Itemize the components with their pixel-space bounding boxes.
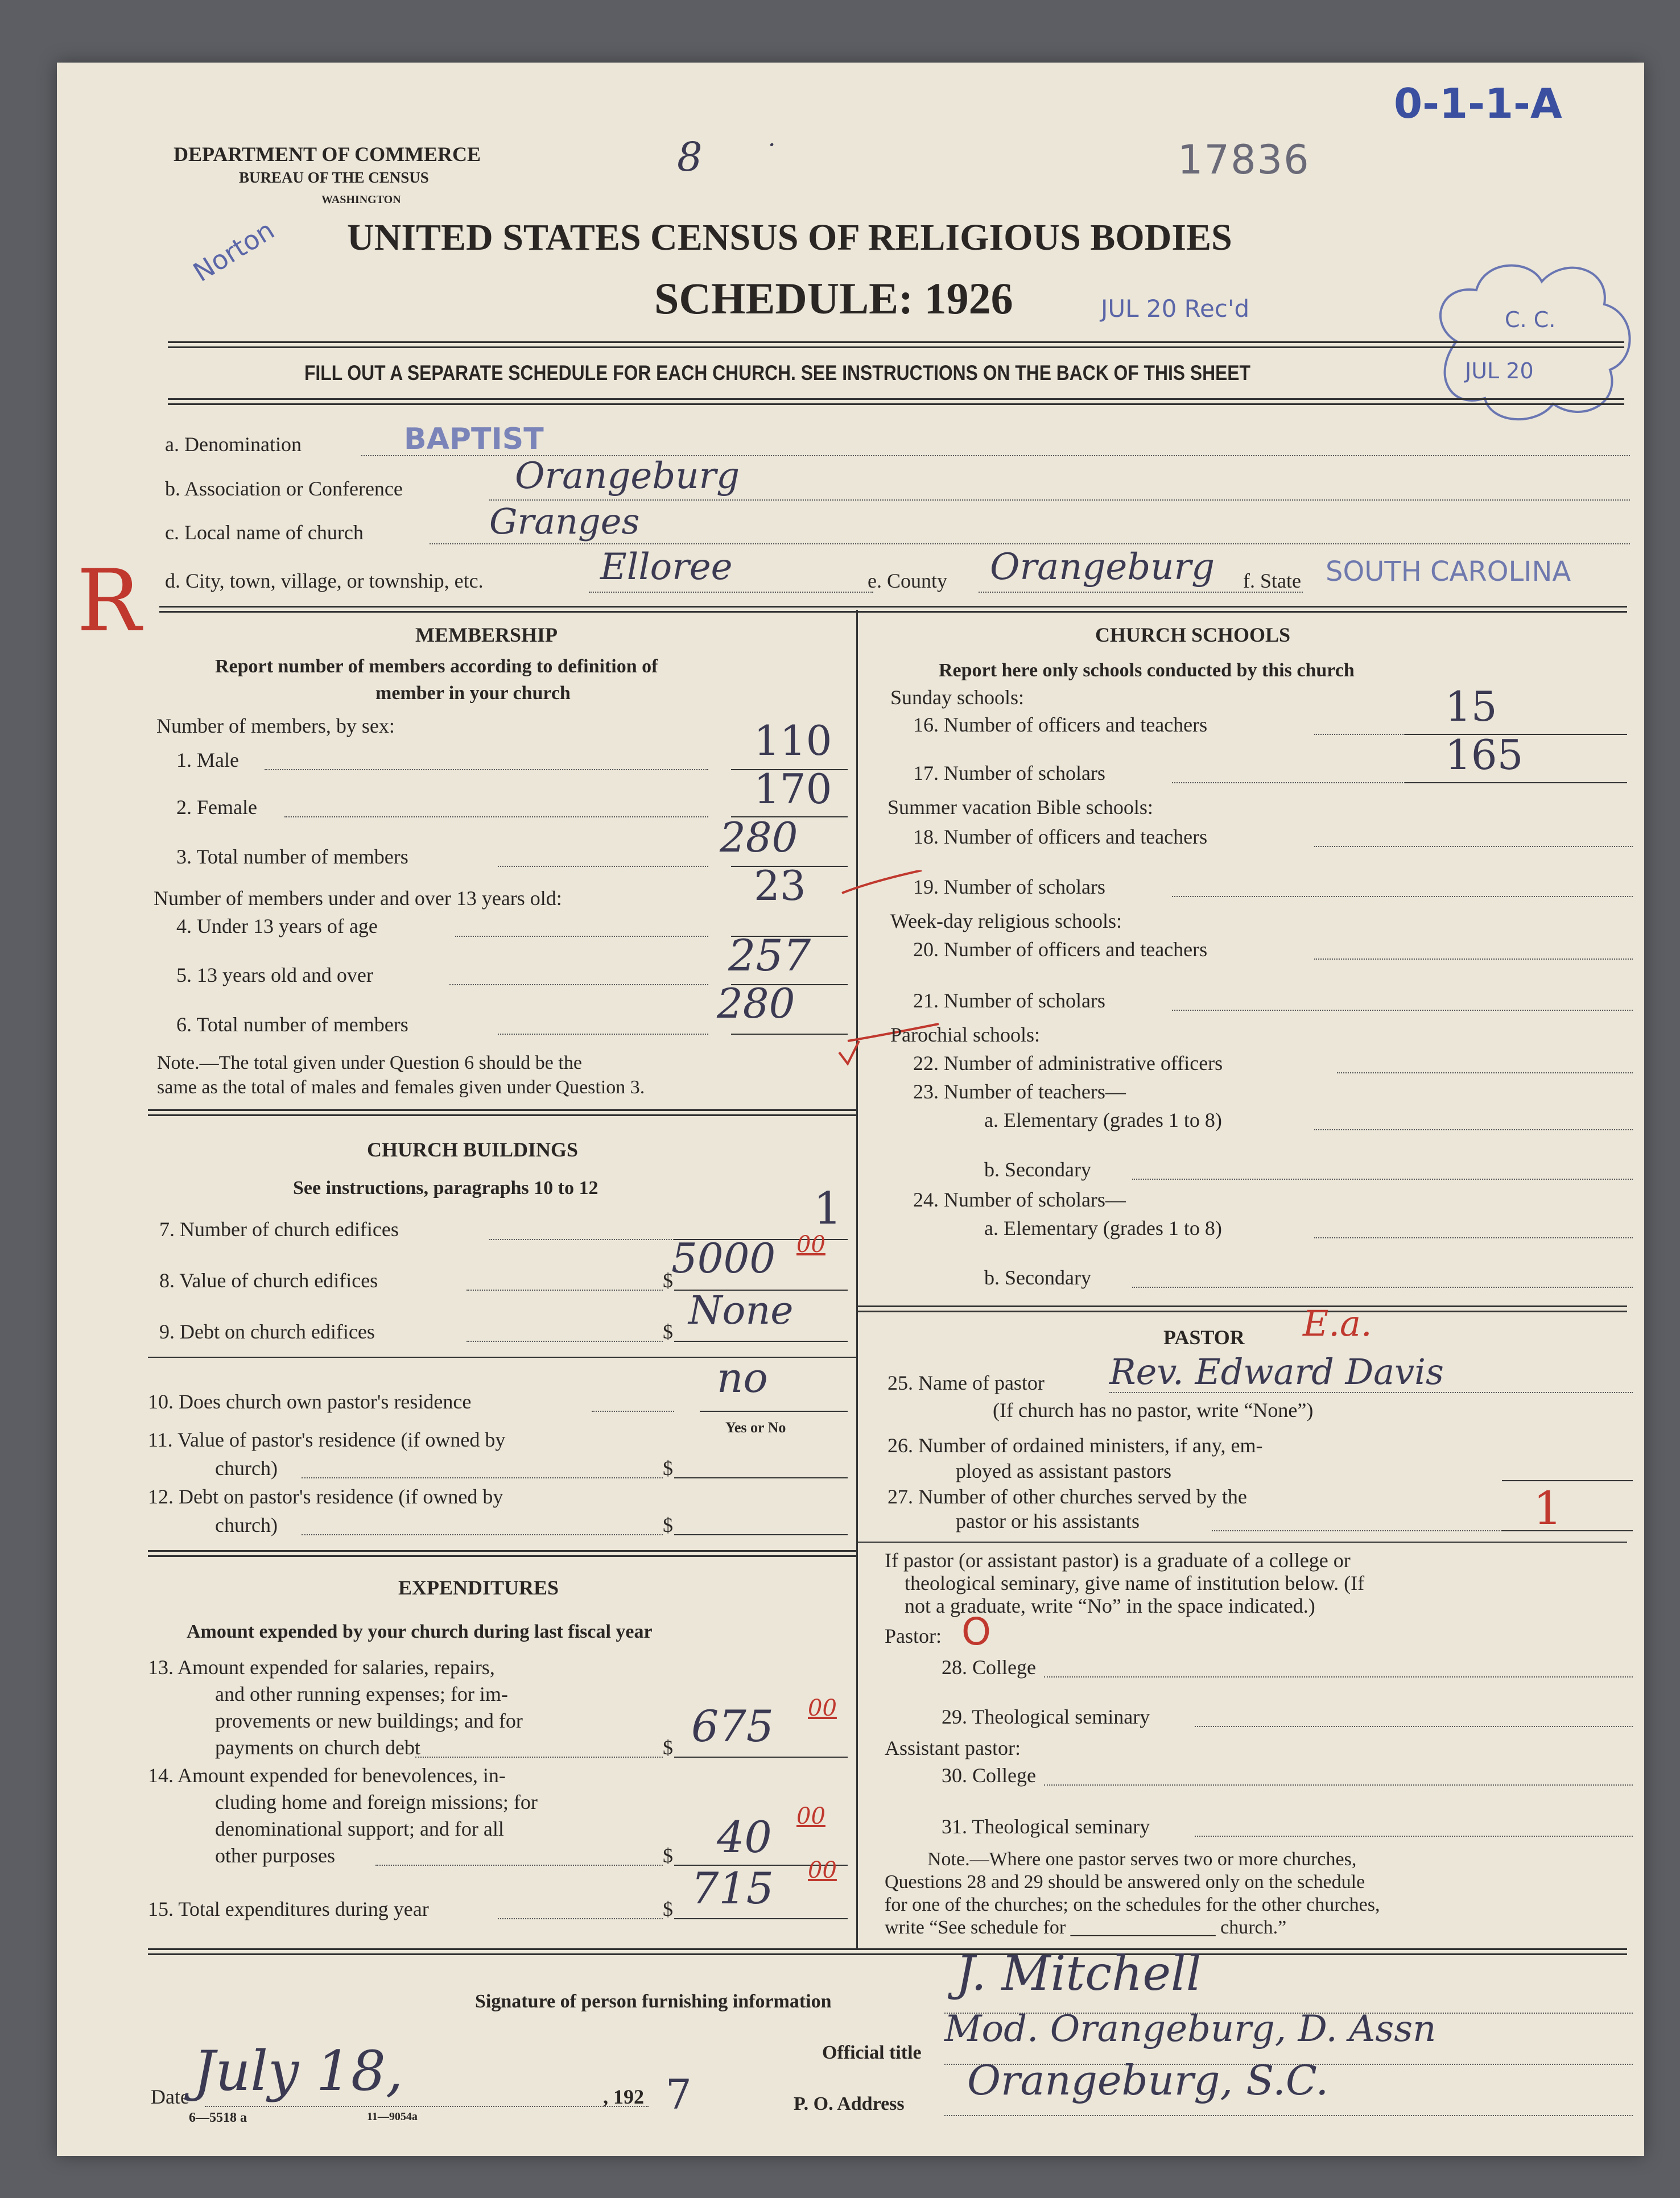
date-label: Date (151, 2085, 189, 2108)
q13-line-4: payments on church debt (215, 1736, 420, 1759)
center-divider (856, 610, 858, 1949)
q17-answer-line (1405, 782, 1627, 783)
q15-line (498, 1918, 663, 1919)
membership-note-1: Note.—The total given under Question 6 should be the (157, 1052, 582, 1073)
year-prefix: , 192 (603, 2085, 644, 2108)
q11-label-2: church) (215, 1457, 278, 1480)
bottom-rule (148, 1948, 1627, 1955)
q1-line (265, 769, 708, 770)
form-number-2: 11—9054a (367, 2110, 418, 2123)
q11-dollar: $ (663, 1457, 673, 1480)
q20-label: 20. Number of officers and teachers (913, 938, 1208, 961)
q10-label: 10. Does church own pastor's residence (148, 1390, 472, 1413)
q19-line (1172, 896, 1633, 897)
q24b-label: b. Secondary (984, 1266, 1091, 1289)
membership-note-2: same as the total of males and females given under Question 3. (157, 1077, 645, 1098)
q22-line (1337, 1072, 1633, 1073)
q13-line-3: provements or new buildings; and for (215, 1709, 523, 1732)
q17-label: 17. Number of scholars (913, 762, 1105, 784)
po-address-value: Orangeburg, S.C. (967, 2056, 1329, 2104)
association-line (489, 499, 1630, 501)
code-stamp: 0-1-1-A (1394, 80, 1562, 127)
q27-label-2: pastor or his assistants (956, 1510, 1140, 1532)
q24b-line (1132, 1287, 1633, 1288)
q25-note: (If church has no pastor, write “None”) (993, 1399, 1314, 1422)
q15-cents: 00 (808, 1857, 837, 1883)
q17-value: 165 (1445, 731, 1524, 779)
q12-dollar: $ (663, 1514, 673, 1536)
state-stamp: SOUTH CAROLINA (1326, 556, 1571, 588)
pastor-note-1: Note.—Where one pastor serves two or more churches, (927, 1849, 1357, 1870)
q11-label-1: 11. Value of pastor's residence (if owned by (148, 1428, 506, 1451)
cc-date: JUL 20 (1465, 358, 1534, 383)
pastor-mid-rule (858, 1542, 1627, 1543)
q19-label: 19. Number of scholars (913, 875, 1105, 898)
q28-label: 28. College (942, 1656, 1036, 1679)
q24-label: 24. Number of scholars— (913, 1188, 1126, 1211)
q17-line (1172, 782, 1405, 783)
association-label: b. Association or Conference (165, 477, 403, 500)
q12-label-1: 12. Debt on pastor's residence (if owned by (148, 1485, 503, 1508)
graduate-note-3: not a graduate, write “No” in the space indicated.) (905, 1594, 1315, 1617)
q28-line (1044, 1676, 1633, 1678)
q22-label: 22. Number of administrative officers (913, 1052, 1223, 1075)
q30-line (1044, 1784, 1633, 1786)
q20-line (1314, 958, 1633, 960)
q25-label: 25. Name of pastor (888, 1371, 1045, 1394)
church-name-label: c. Local name of church (165, 521, 364, 544)
po-address-label: P. O. Address (794, 2093, 905, 2114)
summer-schools-label: Summer vacation Bible schools: (888, 796, 1153, 819)
expenditures-title: EXPENDITURES (398, 1576, 559, 1599)
q13-line-1: 13. Amount expended for salaries, repairs, (148, 1656, 495, 1679)
q27-line (1212, 1530, 1502, 1531)
q9-value: None (688, 1288, 794, 1333)
q2-label: 2. Female (176, 796, 257, 819)
q27-value: 1 (1533, 1482, 1562, 1535)
membership-sub2: member in your church (375, 683, 571, 704)
q26-label-1: 26. Number of ordained ministers, if any, em- (888, 1434, 1263, 1457)
expenditures-sub: Amount expended by your church during last fiscal year (187, 1621, 653, 1642)
pastor-label: Pastor: (885, 1625, 942, 1647)
instruction-line: FILL OUT A SEPARATE SCHEDULE FOR EACH CHURCH. SEE INSTRUCTIONS ON THE BACK OF THIS SHEET (304, 361, 1250, 385)
membership-title: MEMBERSHIP (415, 623, 558, 646)
q2-value: 170 (754, 765, 832, 813)
r-mark: R (77, 552, 141, 651)
q4-label: 4. Under 13 years of age (176, 915, 378, 937)
q15-label: 15. Total expenditures during year (148, 1898, 429, 1920)
assistant-pastor-label: Assistant pastor: (885, 1737, 1021, 1759)
form-number-1: 6—5518 a (189, 2110, 247, 2125)
members-by-sex-label: Number of members, by sex: (156, 714, 395, 737)
cc-text: C. C. (1505, 307, 1556, 332)
graduate-note-2: theological seminary, give name of institution below. (If (905, 1572, 1365, 1594)
graduate-note-1: If pastor (or assistant pastor) is a graduate of a college or (885, 1549, 1351, 1572)
header-rule (168, 341, 1624, 348)
q3-label: 3. Total number of members (176, 845, 408, 868)
q6-line (498, 1034, 708, 1035)
pastor-note-3: for one of the churches; on the schedules for the other churches, (885, 1894, 1380, 1915)
q4-line (455, 936, 708, 937)
pastor-circle-mark: O (961, 1610, 991, 1654)
q8-line (467, 1290, 663, 1291)
members-by-age-label: Number of members under and over 13 years old: (154, 887, 562, 910)
schedule-heading: SCHEDULE: 1926 (654, 274, 1013, 323)
signature-value: J. Mitchell (956, 1945, 1202, 2001)
q10-line (592, 1411, 674, 1412)
handwritten-eight: 8 (677, 134, 703, 180)
yes-or-no-caption: Yes or No (725, 1419, 786, 1436)
q18-line (1314, 846, 1633, 847)
q24a-label: a. Elementary (grades 1 to 8) (984, 1217, 1222, 1240)
q10-value: no (717, 1354, 768, 1402)
members-by-age-value: 23 (754, 862, 806, 910)
pastor-note-2: Questions 28 and 29 should be answered only on the schedule (885, 1871, 1365, 1893)
q6-answer-line (731, 1034, 848, 1035)
q23a-label: a. Elementary (grades 1 to 8) (984, 1109, 1222, 1131)
schools-sub: Report here only schools conducted by this church (939, 660, 1355, 681)
q13-cents: 00 (808, 1695, 837, 1721)
q13-answer-line (674, 1757, 848, 1758)
fields-rule (159, 606, 1627, 613)
q6-label: 6. Total number of members (176, 1013, 408, 1036)
q1-label: 1. Male (176, 749, 239, 771)
q26-answer-line (1502, 1480, 1633, 1481)
q16-label: 16. Number of officers and teachers (913, 713, 1208, 736)
q14-line-3: denominational support; and for all (215, 1817, 504, 1840)
q1-value: 110 (754, 717, 832, 765)
q8-dollar: $ (663, 1269, 673, 1292)
q5-line (449, 984, 708, 985)
date-line (205, 2106, 649, 2107)
q14-value: 40 (717, 1812, 772, 1862)
date-value: July 18, (193, 2039, 403, 2103)
pastor-initials: E.a. (1303, 1303, 1372, 1344)
q15-value: 715 (691, 1863, 774, 1914)
q11-line (302, 1477, 663, 1478)
q27-label-1: 27. Number of other churches served by the (888, 1485, 1247, 1508)
denomination-stamp: BAPTIST (404, 422, 544, 456)
q23a-line (1314, 1129, 1633, 1130)
q13-line-2: and other running expenses; for im- (215, 1683, 508, 1705)
q30-label: 30. College (942, 1764, 1036, 1787)
q14-line-2: cluding home and foreign missions; for (215, 1791, 538, 1813)
q25-value: Rev. Edward Davis (1109, 1351, 1444, 1393)
q9-answer-line (674, 1341, 848, 1342)
q23b-line (1132, 1179, 1633, 1180)
q31-line (1195, 1836, 1633, 1837)
sunday-schools-label: Sunday schools: (890, 686, 1025, 709)
pastor-title: PASTOR (1163, 1326, 1245, 1349)
city-line (589, 592, 873, 593)
q9-line (467, 1341, 663, 1342)
q16-value: 15 (1445, 683, 1497, 730)
dot-mark: · (768, 131, 776, 159)
county-label: e. County (868, 569, 947, 592)
buildings-title: CHURCH BUILDINGS (367, 1138, 579, 1161)
bureau-name: BUREAU OF THE CENSUS (239, 169, 429, 186)
association-value: Orangeburg (515, 455, 740, 497)
q12-answer-line (674, 1534, 848, 1535)
department-name: DEPARTMENT OF COMMERCE (174, 143, 481, 166)
parochial-schools-label: Parochial schools: (890, 1023, 1040, 1046)
instruction-rule (168, 398, 1624, 405)
q18-label: 18. Number of officers and teachers (913, 825, 1208, 848)
q13-dollar: $ (663, 1736, 673, 1759)
church-name-value: Granges (489, 501, 640, 542)
q16-line (1314, 734, 1405, 735)
file-number-stamp: 17836 (1178, 137, 1310, 183)
q14-line-4: other purposes (215, 1844, 335, 1867)
city-value: Elloree (600, 546, 733, 588)
schools-title: CHURCH SCHOOLS (1095, 623, 1291, 646)
q21-label: 21. Number of scholars (913, 989, 1105, 1012)
q15-dollar: $ (663, 1898, 673, 1920)
q21-line (1172, 1010, 1633, 1011)
q7-value: 1 (814, 1183, 842, 1234)
membership-sub1: Report number of members according to definition of (215, 656, 658, 677)
city-label: d. City, town, village, or township, etc. (165, 569, 484, 592)
q3-line (498, 866, 708, 867)
q9-label: 9. Debt on church edifices (159, 1320, 375, 1343)
buildings-rule (148, 1550, 856, 1557)
q5-value: 257 (728, 930, 811, 981)
q27-answer-line (1502, 1530, 1633, 1531)
q31-label: 31. Theological seminary (942, 1815, 1150, 1838)
q11-answer-line (674, 1477, 848, 1478)
city-name: WASHINGTON (321, 193, 401, 206)
schools-rule (858, 1305, 1627, 1312)
official-title-label: Official title (822, 2042, 922, 2063)
buildings-sub: See instructions, paragraphs 10 to 12 (293, 1178, 598, 1199)
q14-line (375, 1865, 663, 1866)
q23-label: 23. Number of teachers— (913, 1080, 1126, 1103)
q13-line (415, 1757, 663, 1758)
q29-line (1195, 1726, 1633, 1727)
q12-line (302, 1534, 663, 1535)
q7-label: 7. Number of church edifices (159, 1218, 399, 1241)
po-address-line (944, 2115, 1633, 2116)
q14-cents: 00 (796, 1803, 825, 1829)
official-title-value: Mod. Orangeburg, D. Assn (944, 2008, 1437, 2050)
q24a-line (1314, 1237, 1633, 1238)
q13-value: 675 (691, 1701, 774, 1751)
q5-label: 5. 13 years old and over (176, 964, 373, 986)
q12-label-2: church) (215, 1514, 278, 1536)
norton-stamp: Norton (188, 214, 280, 288)
state-label: f. State (1243, 569, 1301, 592)
denomination-label: a. Denomination (165, 433, 302, 456)
q14-line-1: 14. Amount expended for benevolences, in- (148, 1764, 506, 1787)
county-value: Orangeburg (990, 546, 1215, 588)
pastor-note-4: write “See schedule for _______________ church.” (885, 1917, 1287, 1938)
q26-label-2: ployed as assistant pastors (956, 1460, 1171, 1482)
q8-value: 5000 (671, 1234, 776, 1282)
document-title: UNITED STATES CENSUS OF RELIGIOUS BODIES (347, 217, 1232, 258)
q8-label: 8. Value of church edifices (159, 1269, 378, 1292)
q8-cents: 00 (796, 1232, 825, 1258)
q3-value: 280 (720, 813, 798, 861)
year-digit: 7 (666, 2071, 692, 2118)
q29-label: 29. Theological seminary (942, 1705, 1150, 1728)
q2-line (284, 816, 708, 817)
membership-rule (148, 1109, 856, 1116)
q9-dollar: $ (663, 1320, 673, 1343)
weekday-schools-label: Week-day religious schools: (890, 910, 1122, 932)
q6-value: 280 (717, 980, 795, 1027)
q10-answer-line (700, 1411, 848, 1412)
signature-label: Signature of person furnishing information (475, 1991, 832, 2012)
received-stamp: JUL 20 Rec'd (1101, 295, 1250, 323)
census-schedule-page (57, 63, 1644, 2156)
q23b-label: b. Secondary (984, 1158, 1091, 1181)
church-name-line (430, 543, 1630, 544)
q15-answer-line (674, 1918, 848, 1919)
q14-dollar: $ (663, 1844, 673, 1867)
